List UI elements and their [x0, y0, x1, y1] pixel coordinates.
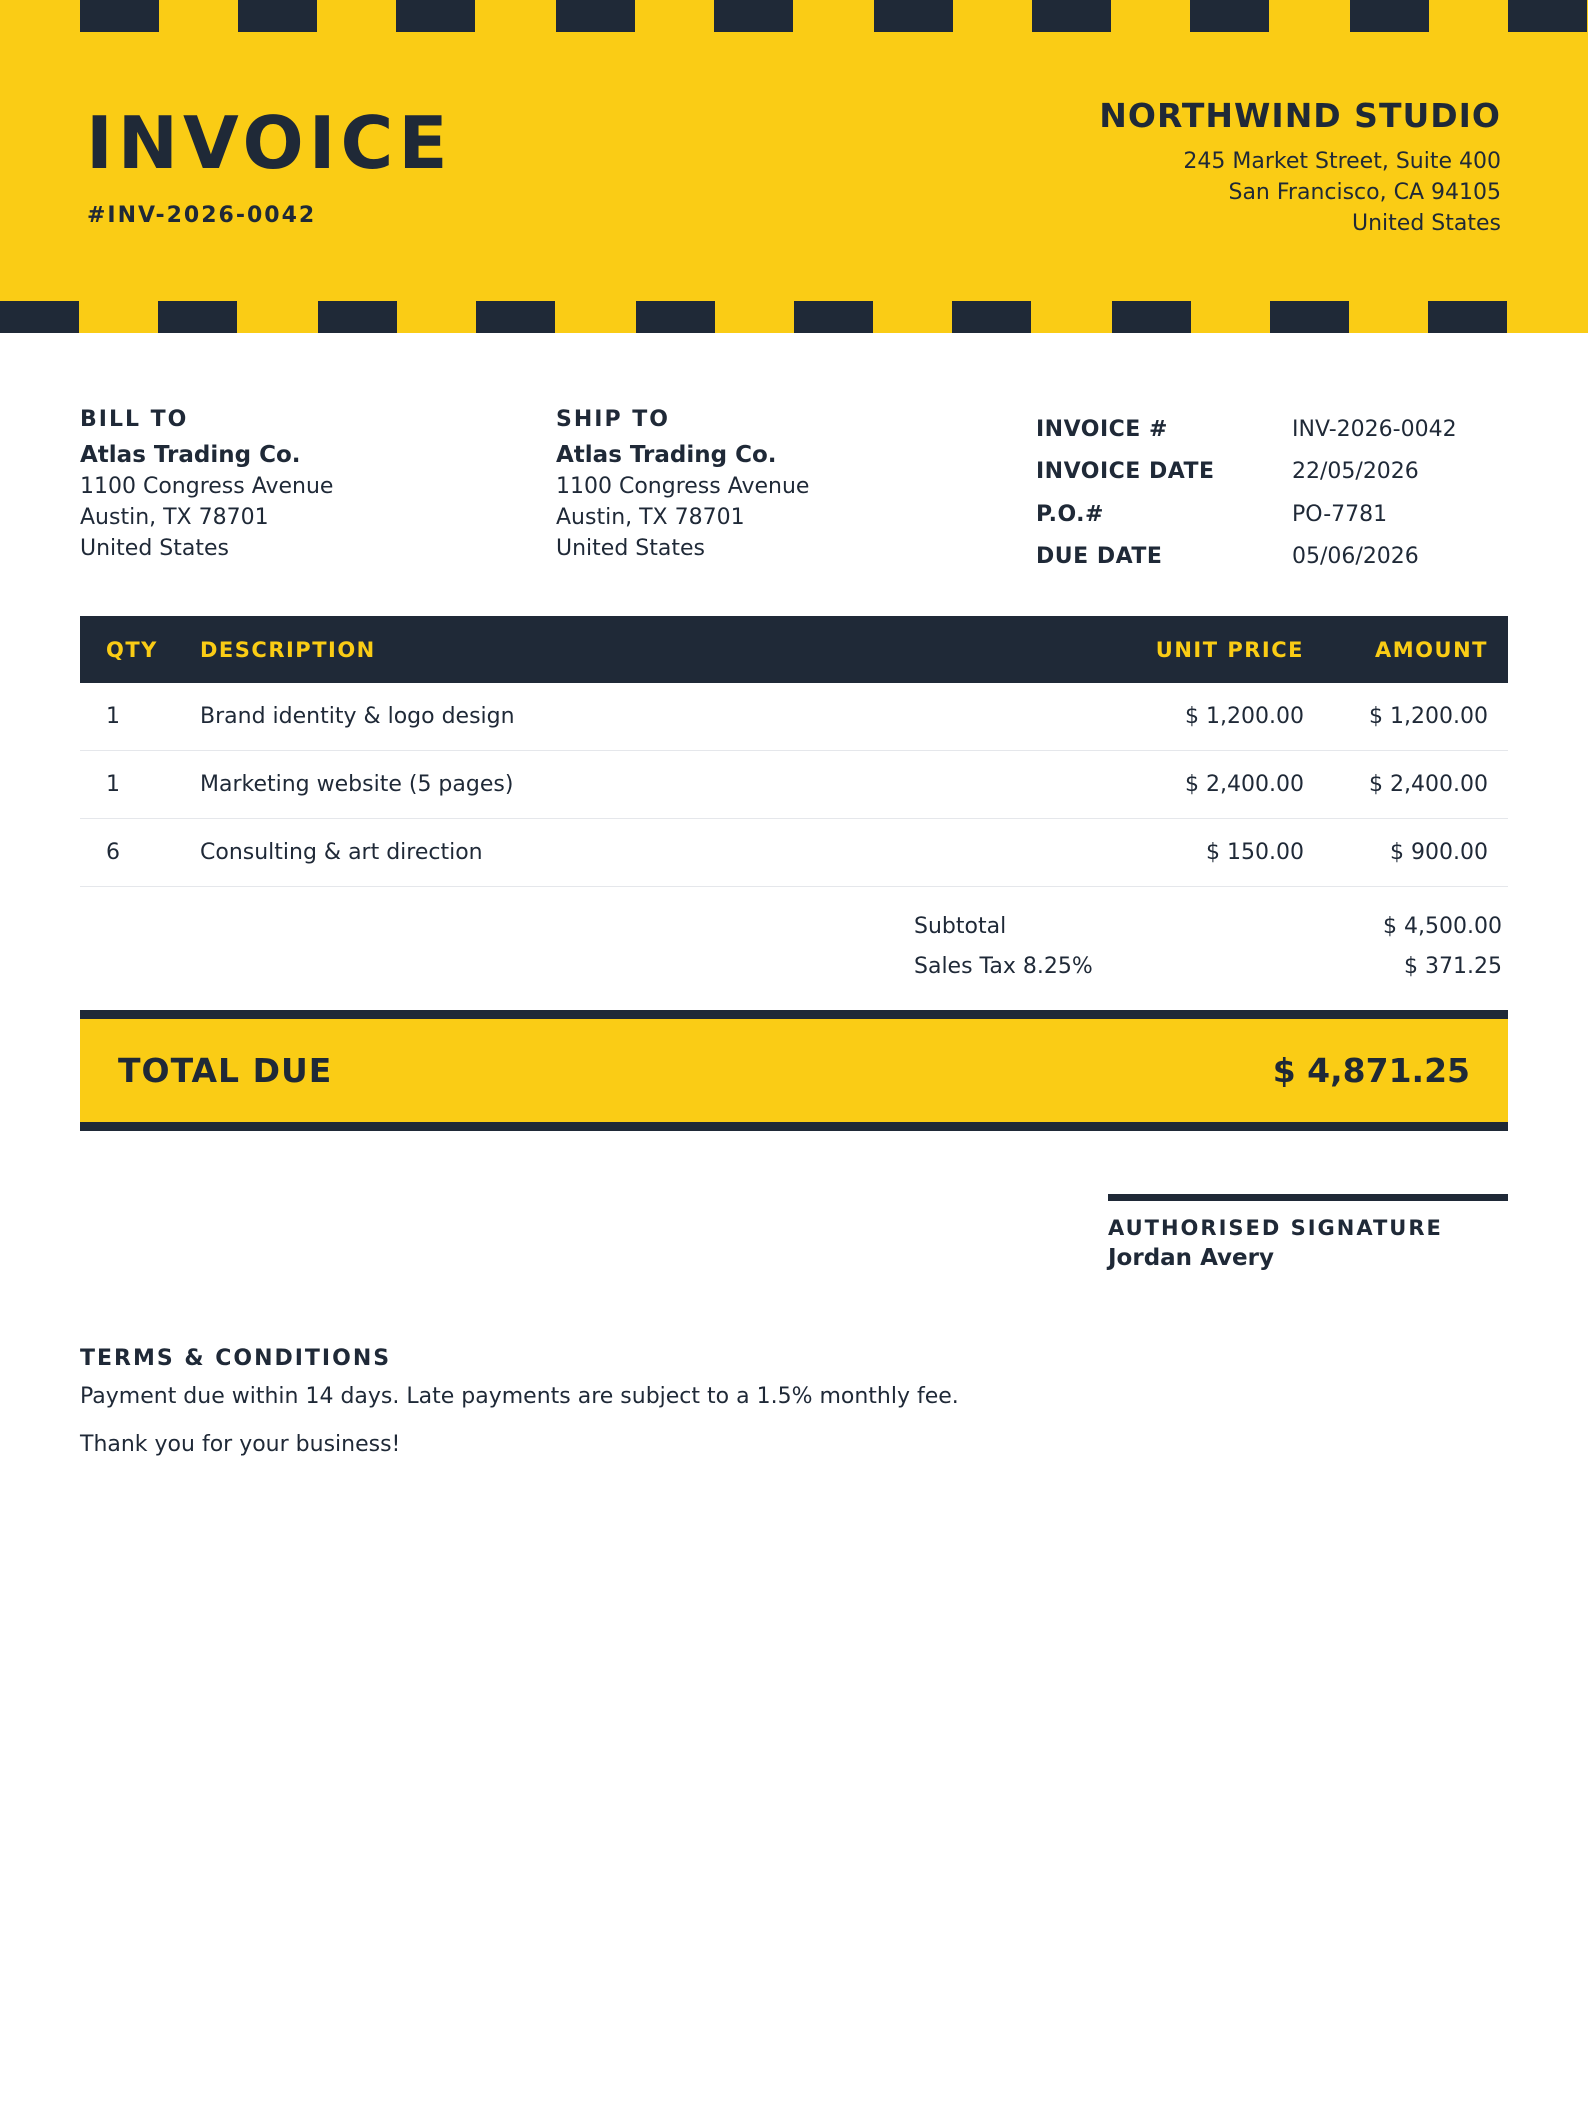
meta-row-due-date [1036, 536, 1506, 579]
subtotal-label: Subtotal [914, 913, 1007, 939]
table-row [80, 751, 1508, 819]
column-header-unit-price: UNIT PRICE [1155, 637, 1304, 662]
invoice-title: INVOICE [86, 101, 453, 185]
signature-label: AUTHORISED SIGNATURE [1108, 1216, 1443, 1240]
ship-to-heading: SHIP TO [556, 407, 670, 432]
company-block [1099, 96, 1501, 239]
meta-label: DUE DATE [1036, 544, 1163, 570]
terms-block [80, 1343, 1508, 1477]
subtotal-value: $ 4,500.00 [1383, 913, 1502, 939]
cell-unit-price: $ 150.00 [1206, 840, 1304, 865]
company-name: NORTHWIND STUDIO [1099, 96, 1501, 135]
signature-block [1108, 1194, 1508, 1273]
meta-label: INVOICE # [1036, 416, 1168, 442]
table-header [80, 616, 1508, 683]
cell-amount: $ 2,400.00 [1369, 772, 1488, 797]
checker-border-bottom [0, 301, 1588, 333]
ship-to-name: Atlas Trading Co. [556, 442, 777, 468]
total-due-bar [80, 1010, 1508, 1131]
meta-row-po-number [1036, 493, 1506, 536]
bill-to-address-line: 1100 Congress Avenue [80, 474, 334, 499]
bill-to-address-line: Austin, TX 78701 [80, 505, 269, 530]
ship-to-block [556, 404, 809, 564]
cell-qty: 6 [106, 840, 120, 865]
meta-value: PO-7781 [1292, 501, 1388, 527]
company-address-line: San Francisco, CA 94105 [1228, 180, 1501, 205]
bill-to-block [80, 404, 333, 564]
company-address-line: United States [1352, 211, 1501, 236]
meta-value: INV-2026-0042 [1292, 416, 1457, 442]
column-header-amount: AMOUNT [1375, 637, 1488, 662]
cell-description: Marketing website (5 pages) [200, 772, 514, 797]
terms-heading: TERMS & CONDITIONS [80, 1346, 392, 1371]
meta-value: 05/06/2026 [1292, 544, 1419, 570]
meta-value: 22/05/2026 [1292, 459, 1419, 485]
tax-value: $ 371.25 [1404, 953, 1502, 979]
meta-row-invoice-number [1036, 408, 1506, 451]
ship-to-address-line: Austin, TX 78701 [556, 505, 745, 530]
checker-border-top [0, 0, 1588, 32]
total-due-label: TOTAL DUE [118, 1051, 333, 1090]
totals-summary [914, 906, 1502, 986]
column-header-qty: QTY [106, 637, 158, 662]
table-row [80, 683, 1508, 751]
cell-qty: 1 [106, 704, 120, 729]
cell-unit-price: $ 2,400.00 [1185, 772, 1304, 797]
total-due-value: $ 4,871.25 [1272, 1051, 1470, 1090]
bill-to-heading: BILL TO [80, 407, 189, 432]
tax-label: Sales Tax 8.25% [914, 953, 1093, 979]
thank-you-note: Thank you for your business! [80, 1432, 401, 1457]
ship-to-address-line: United States [556, 536, 705, 561]
signature-name: Jordan Avery [1108, 1245, 1274, 1271]
tax-row [914, 946, 1502, 986]
bill-to-address-line: United States [80, 536, 229, 561]
cell-amount: $ 1,200.00 [1369, 704, 1488, 729]
cell-qty: 1 [106, 772, 120, 797]
terms-text: Payment due within 14 days. Late payments are subject to a 1.5% monthly fee. [80, 1384, 959, 1409]
subtotal-row [914, 906, 1502, 946]
meta-label: P.O.# [1036, 501, 1104, 527]
meta-row-invoice-date [1036, 451, 1506, 494]
invoice-header-band [0, 0, 1588, 333]
invoice-meta [1036, 408, 1506, 578]
ship-to-address-line: 1100 Congress Avenue [556, 474, 810, 499]
company-address-line: 245 Market Street, Suite 400 [1183, 149, 1501, 174]
invoice-number: #INV-2026-0042 [87, 203, 317, 228]
line-items-table [80, 616, 1508, 887]
meta-label: INVOICE DATE [1036, 459, 1215, 485]
column-header-description: DESCRIPTION [200, 637, 376, 662]
cell-description: Consulting & art direction [200, 840, 483, 865]
cell-unit-price: $ 1,200.00 [1185, 704, 1304, 729]
cell-description: Brand identity & logo design [200, 704, 515, 729]
cell-amount: $ 900.00 [1390, 840, 1488, 865]
table-row [80, 819, 1508, 887]
bill-to-name: Atlas Trading Co. [80, 442, 301, 468]
